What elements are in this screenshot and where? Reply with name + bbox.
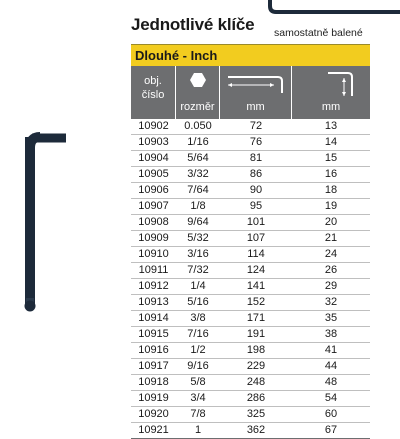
table-row — [131, 423, 370, 439]
cell-size: 9/16 — [187, 360, 209, 372]
cell-short-arm: 21 — [324, 232, 338, 244]
cell-size: 5/8 — [190, 376, 206, 388]
cell-short-arm: 48 — [324, 376, 338, 388]
cell-short-arm: 54 — [324, 392, 338, 404]
cell-size: 3/16 — [187, 248, 209, 260]
cell-short-arm: 32 — [324, 296, 338, 308]
table-row — [131, 119, 370, 135]
header-long-arm — [220, 66, 292, 119]
hexagon-icon — [190, 72, 206, 88]
cell-size: 7/32 — [187, 264, 209, 276]
cell-long-arm: 90 — [249, 184, 263, 196]
table-row — [131, 263, 370, 279]
cell-size: 3/32 — [187, 168, 209, 180]
table-body — [131, 119, 370, 439]
cell-size: 7/8 — [190, 408, 206, 420]
cell-size: 5/32 — [187, 232, 209, 244]
cell-obj-number: 10920 — [138, 408, 169, 420]
corner-bracket-icon — [268, 0, 400, 16]
cell-long-arm: 229 — [246, 360, 266, 372]
header-obj-label: obj. číslo — [141, 75, 165, 101]
cell-obj-number: 10906 — [138, 184, 169, 196]
cell-short-arm: 67 — [324, 424, 338, 436]
cell-long-arm: 81 — [249, 152, 263, 164]
table-row — [131, 407, 370, 423]
header-obj-number — [131, 66, 176, 119]
cell-obj-number: 10905 — [138, 168, 169, 180]
cell-obj-number: 10919 — [138, 392, 169, 404]
ball-end-hex-key-icon — [0, 0, 120, 400]
cell-obj-number: 10916 — [138, 344, 169, 356]
table-row — [131, 375, 370, 391]
cell-size: 1/8 — [190, 200, 206, 212]
cell-size: 3/8 — [190, 312, 206, 324]
cell-obj-number: 10913 — [138, 296, 169, 308]
table-row — [131, 167, 370, 183]
category-bar: Dlouhé - Inch — [131, 44, 370, 66]
cell-size: 1 — [194, 424, 202, 436]
cell-size: 5/64 — [187, 152, 209, 164]
cell-obj-number: 10912 — [138, 280, 169, 292]
cell-short-arm: 19 — [324, 200, 338, 212]
cell-obj-number: 10918 — [138, 376, 169, 388]
cell-short-arm: 38 — [324, 328, 338, 340]
cell-size: 1/2 — [190, 344, 206, 356]
table-row — [131, 247, 370, 263]
cell-size: 5/16 — [187, 296, 209, 308]
cell-long-arm: 72 — [249, 120, 263, 132]
cell-short-arm: 16 — [324, 168, 338, 180]
cell-obj-number: 10904 — [138, 152, 169, 164]
product-table — [131, 44, 370, 439]
cell-size: 1/16 — [187, 136, 209, 148]
header-long-unit: mm — [246, 101, 265, 113]
cell-short-arm: 41 — [324, 344, 338, 356]
table-row — [131, 231, 370, 247]
cell-size: 9/64 — [187, 216, 209, 228]
cell-short-arm: 24 — [324, 248, 338, 260]
page-subtitle: samostatně balené — [274, 27, 363, 39]
cell-long-arm: 141 — [246, 280, 266, 292]
cell-size: 7/16 — [187, 328, 209, 340]
table-row — [131, 391, 370, 407]
cell-obj-number: 10903 — [138, 136, 169, 148]
header-size-label: rozměr — [180, 101, 215, 113]
cell-long-arm: 362 — [246, 424, 266, 436]
table-row — [131, 343, 370, 359]
cell-long-arm: 325 — [246, 408, 266, 420]
cell-long-arm: 152 — [246, 296, 266, 308]
cell-long-arm: 114 — [247, 248, 265, 260]
cell-size: 0.050 — [184, 120, 212, 132]
cell-short-arm: 15 — [324, 152, 338, 164]
cell-long-arm: 76 — [249, 136, 263, 148]
table-row — [131, 183, 370, 199]
cell-obj-number: 10914 — [138, 312, 169, 324]
cell-obj-number: 10908 — [138, 216, 169, 228]
cell-short-arm: 29 — [324, 280, 338, 292]
cell-long-arm: 286 — [246, 392, 266, 404]
long-arm-key-icon — [226, 73, 286, 95]
cell-long-arm: 86 — [249, 168, 263, 180]
cell-long-arm: 95 — [249, 200, 263, 212]
table-row — [131, 279, 370, 295]
cell-long-arm: 198 — [246, 344, 266, 356]
cell-obj-number: 10902 — [138, 120, 169, 132]
cell-obj-number: 10921 — [138, 424, 169, 436]
cell-size: 1/4 — [190, 280, 206, 292]
cell-short-arm: 13 — [324, 120, 338, 132]
cell-long-arm: 248 — [246, 376, 266, 388]
cell-short-arm: 35 — [324, 312, 338, 324]
cell-long-arm: 101 — [246, 216, 266, 228]
header-short-arm — [292, 66, 370, 119]
cell-obj-number: 10907 — [138, 200, 169, 212]
cell-obj-number: 10909 — [138, 232, 169, 244]
cell-short-arm: 26 — [324, 264, 338, 276]
cell-short-arm: 14 — [324, 136, 338, 148]
cell-short-arm: 60 — [324, 408, 338, 420]
cell-obj-number: 10917 — [138, 360, 169, 372]
cell-size: 3/4 — [190, 392, 206, 404]
table-row — [131, 311, 370, 327]
cell-short-arm: 20 — [324, 216, 338, 228]
table-row — [131, 327, 370, 343]
cell-obj-number: 10915 — [138, 328, 169, 340]
page-title: Jednotlivé klíče — [131, 15, 255, 34]
table-row — [131, 215, 370, 231]
cell-obj-number: 10911 — [138, 264, 169, 276]
table-row — [131, 151, 370, 167]
table-row — [131, 135, 370, 151]
table-row — [131, 295, 370, 311]
cell-long-arm: 107 — [246, 232, 266, 244]
cell-size: 7/64 — [187, 184, 209, 196]
cell-long-arm: 191 — [246, 328, 266, 340]
short-arm-key-icon — [326, 70, 356, 98]
table-header — [131, 66, 370, 119]
cell-short-arm: 18 — [324, 184, 338, 196]
table-row — [131, 199, 370, 215]
cell-long-arm: 124 — [246, 264, 266, 276]
table-row — [131, 359, 370, 375]
cell-obj-number: 10910 — [138, 248, 169, 260]
cell-long-arm: 171 — [246, 312, 266, 324]
header-short-unit: mm — [321, 101, 341, 113]
cell-short-arm: 44 — [324, 360, 338, 372]
header-size — [176, 66, 220, 119]
